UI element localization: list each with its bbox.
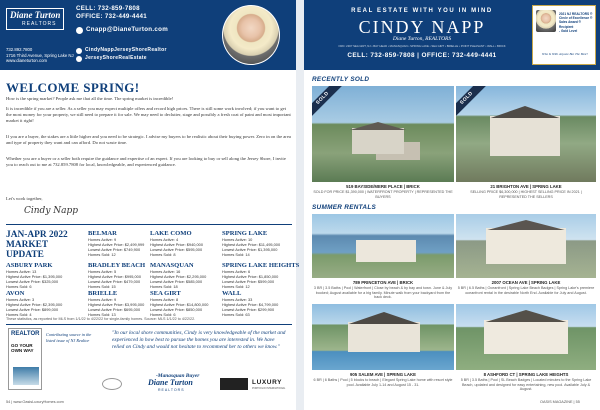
market-stat: Homes Active: 8	[150, 297, 179, 302]
market-stat: Lowest Active Price: $595,000	[150, 247, 203, 252]
agent-name: CINDY NAPP	[358, 17, 486, 37]
email-address[interactable]: Cnapp@DianeTurton.com	[86, 26, 168, 33]
market-stat: Highest Active Price: $2,499,999	[88, 242, 145, 247]
magazine-photo	[13, 367, 39, 385]
market-town-manasquan	[150, 262, 206, 289]
sold-photo-2[interactable]	[456, 86, 596, 182]
testimonial-quote: "In our local shore communities, Cindy is very knowledgeable of the market and experienced in how best to pursue the homes you are interested in. We have relied on Cindy and would not hesitate to recommend her to others we know."	[112, 330, 286, 351]
market-stat: Highest Active Price: $1,395,000	[6, 274, 63, 279]
roof-shape	[478, 310, 574, 322]
market-stat: Lowest Active Price: $325,000	[6, 279, 59, 284]
footer-dt-logo: Diane Turton	[148, 378, 193, 387]
tagline: REAL ESTATE WITH YOU IN MIND	[351, 8, 493, 14]
award-text: 2021 NJ REALTORS ® Circle of Excellence ® Sales Award ® Recipient - Gold Level	[559, 12, 593, 33]
market-town-name: SPRING LAKE HEIGHTS	[222, 262, 300, 269]
market-stat: Highest Active Price: $2,395,000	[6, 302, 63, 307]
market-stat: Highest Active Price: $14,800,000	[150, 302, 209, 307]
market-town-asbury-park	[6, 262, 62, 289]
roof-shape	[484, 106, 566, 118]
market-stat: Highest Active Price: $4,799,000	[222, 302, 279, 307]
market-stat: Homes Active: 6	[222, 269, 251, 274]
market-town-name: WALL	[222, 290, 242, 297]
sold-1-description: SOLD FOR PRICE $1,390,000 | WATERFRONT PROPERTY | REPRESENTED THE BUYERS	[313, 190, 453, 199]
market-town-name: BRADLEY BEACH	[88, 262, 146, 269]
market-town-name: MANASQUAN	[150, 262, 194, 269]
sold-ribbon-1: SOLD	[312, 86, 342, 118]
award-portrait	[535, 9, 557, 33]
house-shape	[486, 228, 566, 264]
office-number[interactable]: OFFICE: 732-449-4441	[76, 13, 147, 20]
market-stat: Homes Sold: 8	[150, 252, 176, 257]
market-town-spring-lake	[222, 230, 280, 257]
market-town-wall	[222, 290, 278, 317]
market-town-brielle	[88, 290, 144, 317]
market-stat: Homes Sold: 12	[222, 284, 250, 289]
house-shape	[348, 322, 420, 352]
sold-ribbon-2: SOLD	[456, 86, 486, 118]
leading-re-logo	[102, 378, 122, 390]
market-stat: Homes Active: 4	[150, 237, 179, 242]
luxury-logo-sub: PORTFOLIO INTERNATIONAL	[252, 387, 286, 390]
sold-2-description: SELLING PRICE $6,300,000 | HIGHEST SELLING PRICE IN 2021 | REPRESENTED THE SELLERS	[470, 190, 582, 199]
market-stat: Homes Sold: 15	[88, 284, 116, 289]
market-town-lake-como	[150, 230, 203, 257]
award-slogan: Who Is With Anyone But The Best?	[541, 52, 589, 56]
sold-photo-1[interactable]	[312, 86, 454, 182]
right-contact[interactable]: CELL: 732-859-7808 | OFFICE: 732-449-4441	[347, 52, 497, 59]
roof-shape	[346, 122, 410, 130]
rental-1-address: 789 PRINCETON AVE | BRICK	[352, 280, 414, 285]
market-stat: Lowest Active Price: $749,900	[88, 247, 141, 252]
office-website[interactable]: www.dianeturton.com	[6, 58, 48, 64]
roof-shape	[480, 220, 572, 230]
market-stat: Highest Active Price: $11,495,000	[222, 242, 281, 247]
letter-paragraph-4: Whether you are a buyer or a seller both require the guidance and expertise of an expert. If you are looking to buy or sell along the Jersey Shore, I invite you to reach out to me at 732.859.7808 for local, knowledgeable, and experienced guidance.	[6, 156, 286, 167]
house-shape	[352, 128, 404, 154]
office-info	[6, 47, 86, 64]
summer-rentals-heading: SUMMER RENTALS	[312, 204, 377, 211]
market-town-name: ASBURY PARK	[6, 262, 53, 269]
magazine-headline: GO YOUR OWN WAY	[11, 343, 34, 353]
rental-4-description: 5 BR | 3.5 Baths | Pool | SL Beach Badges | Located minutes to the Spring Lake Beach, updated and designed for easy entertaining, new pool. Available July & August.	[460, 378, 592, 392]
market-stat: Homes Active: 16	[150, 269, 181, 274]
rental-photo-3[interactable]	[312, 304, 454, 370]
market-stat: Lowest Active Price: $479,000	[88, 279, 141, 284]
award-badge	[532, 5, 596, 65]
testimonial-author: -Manasquan Buyer	[156, 373, 200, 379]
rental-2-address: 2007 OCEAN AVE | SPRING LAKE	[491, 280, 561, 285]
market-town-sea-girt	[150, 290, 208, 317]
market-stat: Homes Active: 9	[88, 237, 117, 242]
instagram-icon	[76, 56, 82, 62]
brokerage-line: Diane Turton, REALTORS	[392, 36, 452, 42]
realtor-magazine-cover	[8, 328, 42, 390]
rental-photo-2[interactable]	[456, 214, 596, 278]
market-stat: Homes Sold: 6	[6, 284, 32, 289]
market-stat: Highest Active Price: $3,995,000	[88, 302, 145, 307]
market-town-name: BRIELLE	[88, 290, 118, 297]
market-town-name: LAKE COMO	[150, 230, 192, 237]
market-stat: Homes Sold: 4	[6, 312, 32, 317]
market-stat: Highest Active Price: $995,000	[88, 274, 141, 279]
market-town-spring-lake-heights	[222, 262, 299, 289]
contact-block	[76, 5, 147, 21]
market-stat: Homes Sold: 12	[88, 252, 116, 257]
market-stat: Homes Active: 10	[222, 237, 253, 242]
market-stat: Homes Sold: 14	[222, 252, 250, 257]
market-stat: Homes Active: 9	[88, 297, 117, 302]
market-footnote: These statistics, as reported for MLS from 1/1/22 to 4/22/22 for single-family homes. Source: MLS 1/1/22 to 4/22/22.	[6, 317, 196, 321]
market-stat: Homes Sold: 6	[150, 312, 176, 317]
letter-title: WELCOME SPRING!	[6, 80, 140, 95]
market-town-name: SPRING LAKE	[222, 230, 268, 237]
email-icon	[76, 27, 83, 34]
market-stat: Homes Active: 13	[6, 269, 37, 274]
service-area: ORC: 2307 SEA GIRT, NJ • BAY HEAD • MANASQUAN • SPRING LAKE • SEA GIRT • BRIELLE • POINT PLEASANT • WALL • BRICK	[338, 44, 506, 48]
divider-top	[6, 224, 292, 225]
footer-right: OASIS MAGAZINE | 55	[540, 400, 580, 404]
letter-paragraph-2: It is incredible if you are a seller. As a seller you may expect multiple offers and record high prices. There is still some work involved; if you want to get the most money for your property, we still need to prepare it for sale. We may need to declutter, stage and possibly a fresh coat of paint and most important market it right!	[6, 106, 291, 123]
market-stat: Highest Active Price: $2,295,000	[150, 274, 207, 279]
market-stat: Lowest Active Price: $850,000	[150, 307, 203, 312]
logo-name: Diane Turton	[10, 10, 61, 20]
footer-dt-sub: REALTORS	[158, 388, 185, 392]
market-stat: Highest Active Price: $940,000	[150, 242, 203, 247]
logo-sub: REALTORS	[22, 21, 57, 27]
divider-bottom	[6, 324, 292, 325]
market-stat: Homes Sold: 18	[150, 284, 178, 289]
office-address: 1716 Third Avenue, Spring Lake NJ	[6, 52, 74, 58]
market-stat: Lowest Active Price: $599,000	[222, 279, 275, 284]
rental-photo-4[interactable]	[456, 304, 596, 370]
sold-1-address: 519 BAYSIDE/MERE PLACE | BRICK	[346, 184, 420, 189]
market-town-name: SEA GIRT	[150, 290, 181, 297]
letter-paragraph-3: If you are a buyer, the stakes are a little higher and you need to be strategic. I advise my buyers to be realistic about their buying power. Zero in on the area and type of property they want and can afford. Do not waste time.	[6, 134, 291, 145]
market-stat: Homes Active: 3	[6, 297, 35, 302]
market-stat: Lowest Active Price: $899,000	[6, 307, 59, 312]
cell-number[interactable]: CELL: 732-859-7808	[76, 5, 140, 12]
market-stat: Lowest Active Price: $695,000	[88, 307, 141, 312]
rental-4-address: 8 ASHFORD CT | SPRING LAKE HEIGHTS	[483, 372, 569, 377]
market-town-belmar	[88, 230, 144, 257]
house-shape	[484, 320, 568, 354]
rental-photo-1[interactable]	[312, 214, 454, 278]
market-town-bradley-beach	[88, 262, 145, 289]
market-stat: Lowest Active Price: $1,395,000	[222, 247, 278, 252]
signature: Cindy Napp	[24, 206, 79, 216]
house-shape	[356, 240, 416, 262]
market-stat: Lowest Active Price: $299,900	[222, 307, 275, 312]
rental-2-description: 5 BR | 6.5 Baths | Oceanfront | Spring Lake Beach Badges | Spring Lake's premiere oceanfront rental in the desirable North End. Available for July and August.	[457, 286, 595, 295]
page-gutter	[296, 0, 304, 410]
recently-sold-heading: RECENTLY SOLD	[312, 76, 370, 83]
agent-portrait-left	[222, 5, 280, 65]
house-shape	[490, 116, 560, 156]
market-title: JAN-APR 2022 MARKET UPDATE	[6, 230, 68, 260]
roof-shape	[342, 312, 426, 324]
luxury-portfolio-logo	[220, 378, 248, 390]
magazine-masthead: REALTOR	[11, 331, 40, 337]
facebook-icon	[76, 48, 82, 54]
market-stat: Highest Active Price: $1,850,000	[222, 274, 279, 279]
market-stat: Homes Sold: 63	[222, 312, 250, 317]
instagram-handle[interactable]: JerseyShoreRealEstate	[85, 55, 147, 61]
market-stat: Homes Active: 5	[88, 269, 117, 274]
letter-paragraph-1: How is the spring market? People ask me that all the time. The spring market is incredible!	[6, 96, 174, 101]
luxury-logo-text: LUXURY	[252, 379, 283, 386]
market-town-avon	[6, 290, 62, 317]
market-town-name: BELMAR	[88, 230, 117, 237]
magazine-caption: Contributing source in the listed issue of NJ Realtor	[46, 332, 92, 343]
sold-2-address: 21 BRIGHTON AVE | SPRING LAKE	[490, 184, 562, 189]
facebook-handle[interactable]: CindyNappJerseyShoreRealtor	[85, 47, 167, 53]
letter-closing: Let's work together,	[6, 196, 43, 201]
rental-3-address: 905 SALEM AVE | SPRING LAKE	[350, 372, 416, 377]
market-stat: Lowest Active Price: $585,000	[150, 279, 203, 284]
market-town-name: AVON	[6, 290, 25, 297]
rental-1-description: 3 BR | 3.5 Baths | Pool | Waterfront | Close by beach & by bay and town. June & July booked; August available for a big family. Minute walk from your backyard from the back deck.	[313, 286, 453, 300]
diane-turton-logo	[6, 8, 64, 30]
market-stat: Homes Active: 33	[222, 297, 253, 302]
rental-3-description: 6 BR | 6 Baths | Pool | 5 blocks to beach | Elegant Spring Lake home with resort style pool. Available July 1-14 and August 15 - 31.	[313, 378, 453, 387]
market-stat: Homes Sold: 13	[88, 312, 116, 317]
office-phone: 732.892.7800	[6, 47, 33, 52]
footer-left: 54 | www.OasisLuxuryHomes.com	[6, 400, 64, 404]
